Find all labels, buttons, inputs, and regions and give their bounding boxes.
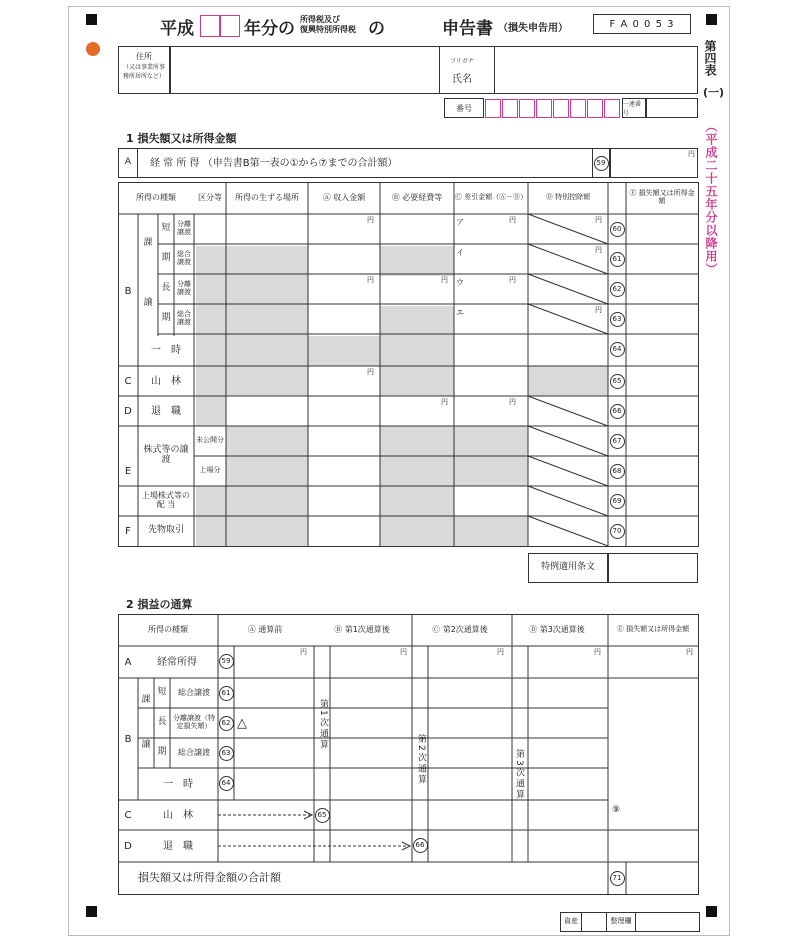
col-header-income: Ⓐ 収入金額 [322,192,366,202]
number-label: 番号 [444,98,484,118]
kazei-label: 課 [143,238,153,249]
year-digit-box[interactable] [200,15,220,37]
diff-mark: ウ [456,278,464,287]
triangle-mark: △ [237,716,247,731]
orange-seal-icon [86,42,100,56]
total-label: 損失額又は所得金額の合計額 [138,870,281,884]
col-header-result: Ⓔ 損失額又は所得金額 [629,189,695,205]
yen-mark: 円 [400,648,407,656]
section2-title: 2 損益の通算 [126,598,193,611]
e9-mark: ⑨ [612,805,621,815]
s2-row-number-66: 66 [412,830,428,860]
group-b-letter: B [124,285,132,297]
row-number-67: 67 [608,426,626,456]
diff-mark: ア [456,218,464,227]
registration-mark [86,14,97,25]
yen-mark: 円 [367,276,374,284]
no-particle: の [368,19,385,39]
special-clause-input[interactable] [608,553,698,583]
table-subnumber: (一) [703,86,725,99]
stage3-label: 第3次通算 [513,749,524,801]
yen-mark: 円 [509,276,516,284]
s2-row-number-64: 64 [218,768,234,798]
bunri-label: 分離譲渡 [177,280,191,296]
group-e-letter: E [124,465,132,477]
kabu-label: 株式等の譲 渡 [143,445,198,465]
seiri-label: 整理欄 [606,912,636,932]
name-label: 氏名 [452,74,472,85]
row-a-text: 経 常 所 得 （申告書B第一表の①から⑦までの合計額） [150,157,398,169]
s2-tan-label: 短 [157,687,167,698]
s2-header-result: Ⓔ 損失額又は所得金額 [616,625,690,634]
number-digit-box[interactable] [536,99,552,118]
col-header-difference: Ⓒ 差引金額（Ⓐ－Ⓑ） [454,193,528,202]
row-number-70: 70 [608,516,626,546]
year-digit-box[interactable] [220,15,240,37]
s2-row-number-61: 61 [218,678,234,708]
number-digit-box[interactable] [485,99,501,118]
s2-ki-label: 期 [157,747,167,758]
yen-mark: 円 [686,648,693,656]
joujou-label: 上場分 [199,466,221,475]
number-digit-box[interactable] [587,99,603,118]
form-title: 申告書 [442,19,493,39]
row-number-66: 66 [608,396,626,426]
row-number-62: 62 [608,274,626,304]
ichiren-input[interactable] [646,98,698,118]
number-digit-box[interactable] [570,99,586,118]
col-header-expenses: Ⓑ 必要経費等 [391,192,443,202]
address-input[interactable] [170,46,440,94]
yen-mark: 円 [441,398,448,406]
special-clause-label: 特例適用条文 [528,553,608,583]
yen-mark: 円 [595,246,602,254]
yen-mark: 円 [367,368,374,376]
ki-label: 期 [161,253,171,264]
s2-cho-label: 長 [157,717,167,728]
total-num: 71 [608,862,626,894]
col-header-deduction: Ⓓ 特別控除額 [545,193,591,202]
yen-mark: 円 [594,648,601,656]
s2-b-letter: B [124,733,132,745]
form-code: F A 0 0 5 3 [593,14,691,34]
row-number-68: 68 [608,456,626,486]
sougou-label: 総合譲渡 [177,250,191,266]
s2-row-label: 総合譲渡 [178,747,210,757]
year-suffix: 年分の [244,19,295,39]
form-subtitle: （損失申告用） [498,23,568,34]
shikaku-label: 資産 [560,912,582,932]
s2-d-letter: D [124,840,132,852]
diff-mark: エ [456,308,464,317]
row-number-61: 61 [608,244,626,274]
era-label: 平成 [160,19,194,39]
row-a-num: 59 [592,148,610,178]
name-input[interactable] [494,46,698,94]
s2-header-stage2: Ⓒ 第2次通算後 [432,624,488,634]
yen-mark: 円 [509,398,516,406]
s2-row-label: 分離譲渡（特定損失額） [173,714,215,730]
year-applicability-note: （平成二十五年分以降用） [704,120,718,276]
number-digit-box[interactable] [604,99,620,118]
yen-mark: 円 [509,216,516,224]
s2-row-label: 経常所得 [157,656,197,668]
yen-mark: 円 [497,648,504,656]
stage2-label: 第2次通算 [415,734,426,786]
s2-header-before: Ⓐ 通算前 [247,624,283,634]
row-number-63: 63 [608,304,626,334]
row-a-letter: A [118,148,138,178]
yen-mark: 円 [367,216,374,224]
sakimono-label: 先物取引 [147,525,184,536]
row-number-69: 69 [608,486,626,516]
col-header-division: 区分等 [198,192,222,202]
mikoukai-label: 未公開分 [196,436,224,445]
yen-mark: 円 [595,216,602,224]
address-label-cell: 住所 （又は事業所事務所居所など） [118,46,170,94]
group-d-letter: D [124,405,132,417]
diff-mark: イ [456,248,464,257]
haitou-label: 上場株式等の 配 当 [142,491,190,509]
s2-row-label: 退 職 [163,840,193,852]
tax-type: 所得税及び 復興特別所得税 [300,15,356,34]
s2-row-number-65: 65 [314,800,330,830]
col-header-kind: 所得の種類 [136,192,176,202]
cho-label: 長 [161,283,171,294]
row-number-64: 64 [608,334,626,364]
row-number-65: 65 [608,366,626,396]
number-digit-box[interactable] [502,99,518,118]
registration-mark [706,14,717,25]
furigana-label: フリガナ [450,58,474,65]
s2-row-number-62: 62 [218,708,234,738]
s2-jou-label: 譲 [141,739,151,750]
s2-kazei-label: 課 [141,694,151,705]
group-f-letter: F [125,525,131,537]
sougou-label: 総合譲渡 [177,310,191,326]
number-digit-box[interactable] [519,99,535,118]
yen-mark: 円 [300,648,307,656]
s2-c-letter: C [124,809,132,821]
registration-mark [86,906,97,917]
s2-header-stage1: Ⓑ 第1次通算後 [334,624,390,634]
row-number-60: 60 [608,214,626,244]
group-c-letter: C [124,375,132,387]
ichiren-label: 一連番号 [622,98,646,118]
ki-label: 期 [161,313,171,324]
s2-row-label: 総合譲渡 [178,687,210,697]
yen-mark: 円 [441,276,448,284]
registration-mark [706,906,717,917]
ichiji-label: 一 時 [151,344,181,356]
yen-mark: 円 [595,306,602,314]
tan-label: 短 [161,223,171,234]
jou-label: 譲 [143,298,153,309]
s2-row-label: 一 時 [163,778,193,790]
table-number: 第四表 [703,40,717,76]
taishoku-label: 退 職 [151,405,181,417]
s2-row-label: 山 林 [163,809,193,821]
bunri-label: 分離譲渡 [177,220,191,236]
section1-title: 1 損失額又は所得金額 [126,132,237,145]
s2-header-kind: 所得の種類 [148,624,188,634]
s2-row-number-59: 59 [218,646,234,676]
row-a-value[interactable]: 円 [610,148,698,178]
stage1-label: 第1次通算 [317,699,328,751]
s2-a-letter: A [124,656,132,668]
number-digit-box[interactable] [553,99,569,118]
s2-header-stage3: Ⓓ 第3次通算後 [529,624,585,634]
s2-row-number-63: 63 [218,738,234,768]
col-header-place: 所得の生ずる場所 [235,192,299,202]
sanrin-label: 山 林 [151,375,181,387]
